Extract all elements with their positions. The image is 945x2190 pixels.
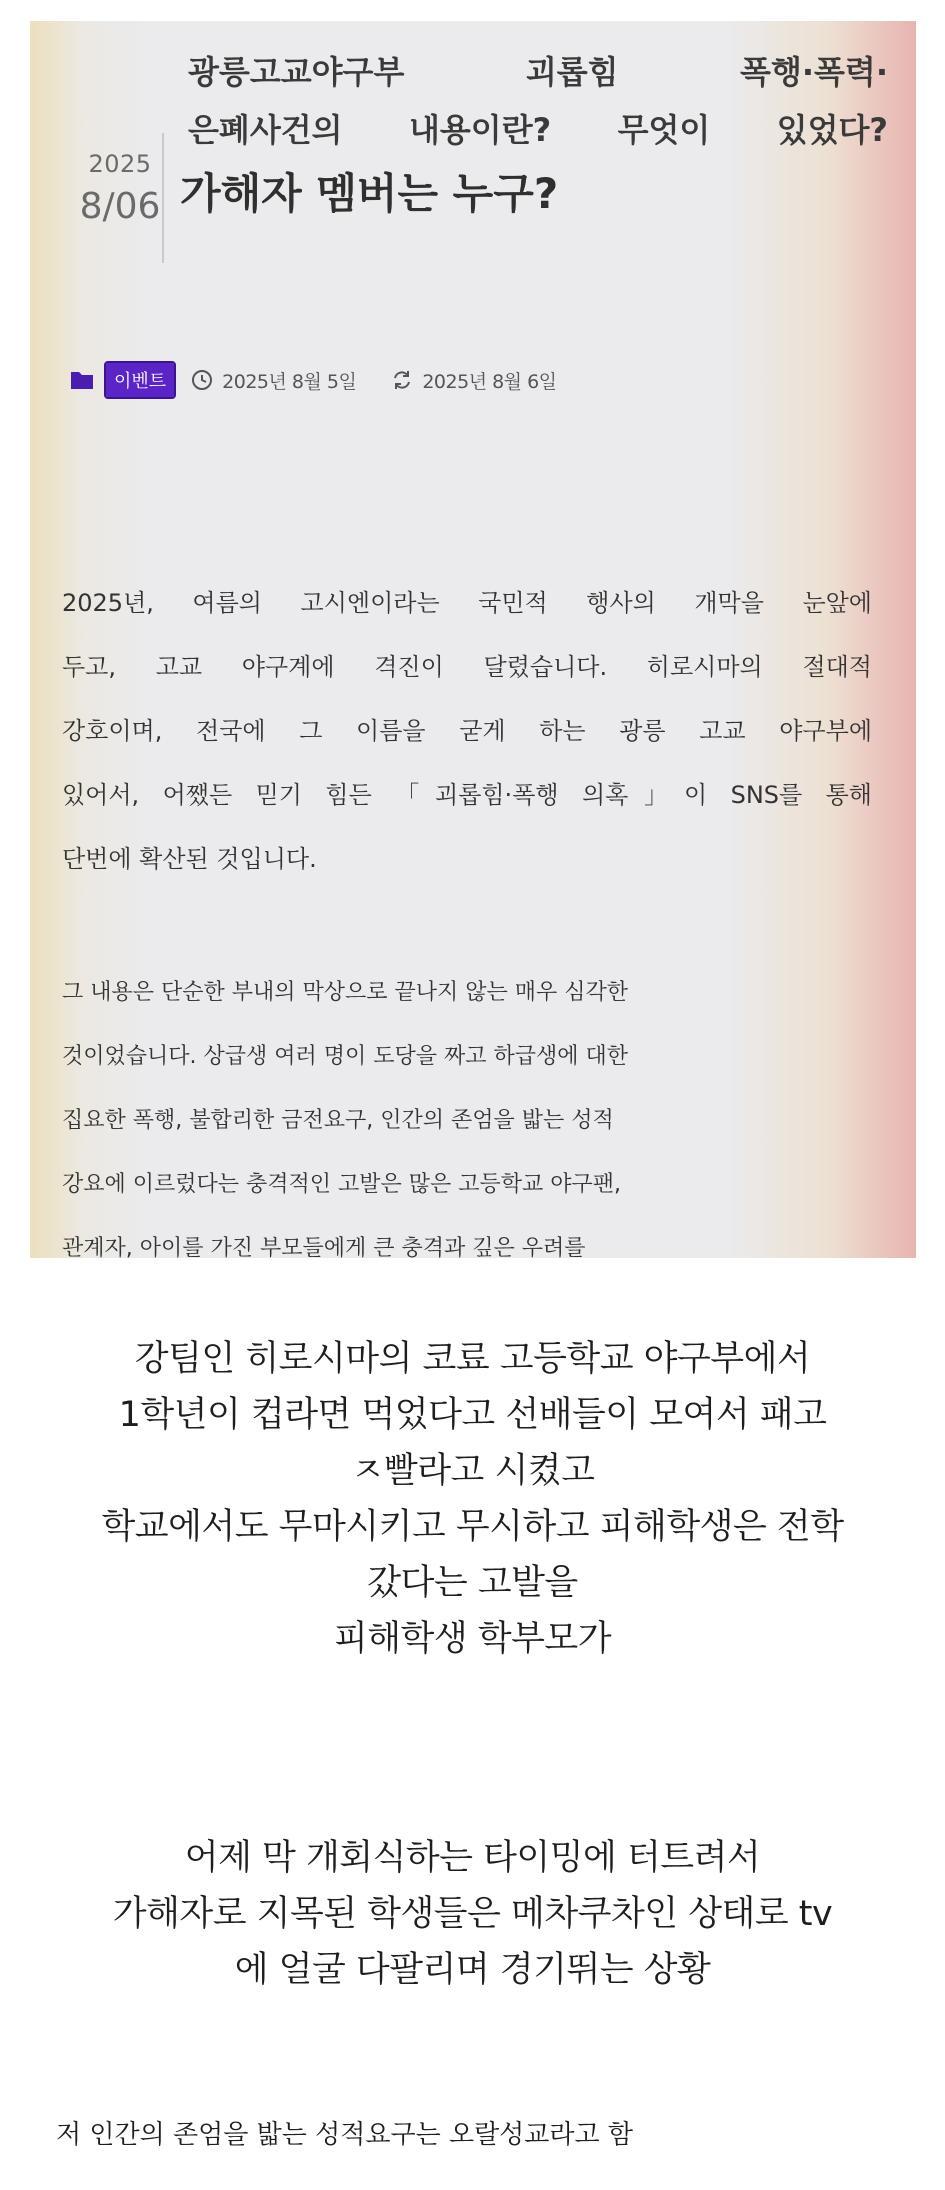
- paragraph-line: 그 내용은 단순한 부내의 막상으로 끝나지 않는 매우 심각한: [62, 980, 628, 1005]
- paragraph-line: 단번에 확산된 것입니다.: [62, 845, 317, 873]
- clock-icon: [190, 368, 214, 392]
- commentary-line: 어제 막 개회식하는 타이밍에 터트려서: [184, 1838, 761, 1878]
- folder-icon: [68, 366, 96, 394]
- commentary-line: 피해학생 학부모가: [333, 1619, 612, 1659]
- date-divider: [162, 133, 164, 263]
- paragraph-line: 집요한 폭행, 불합리한 금전요구, 인간의 존엄을 밟는 성적: [62, 1108, 614, 1133]
- post-date-day: 8/06: [79, 186, 161, 227]
- paragraph-line: 관계자, 아이를 가진 부모들에게 큰 충격과 깊은 우려를: [62, 1236, 586, 1258]
- post-date-year: 2025: [88, 150, 152, 178]
- paragraph-line: 강호이며, 전국에 그 이름을 굳게 하는 광릉 고교 야구부에: [62, 717, 872, 745]
- article-paragraph-2: [62, 961, 762, 1258]
- updated-date: 2025년 8월 6일: [422, 370, 557, 393]
- paragraph-line: 강요에 이르렀다는 충격적인 고발은 많은 고등학교 야구팬,: [62, 1172, 622, 1197]
- commentary-line: 가해자로 지목된 학생들은 메차쿠차인 상태로 tv: [112, 1894, 833, 1934]
- commentary-line: ㅈ빨라고 시켰고: [350, 1451, 595, 1491]
- article-paragraph-1: [62, 571, 872, 891]
- commentary-line: 학교에서도 무마시키고 무시하고 피해학생은 전학: [101, 1507, 844, 1547]
- article-meta: [68, 363, 591, 397]
- refresh-icon: [390, 368, 414, 392]
- commentary-line: 1학년이 컵라면 먹었다고 선배들이 모여서 패고: [118, 1395, 827, 1435]
- commentary-block-2: [0, 1830, 945, 1998]
- article-title-line: 가해자 멤버는 누구?: [180, 169, 559, 218]
- article-title-line: 광릉고교야구부 괴롭힘 폭행·폭력·: [188, 53, 888, 91]
- category-badge[interactable]: 이벤트: [106, 363, 174, 397]
- commentary-block-1: [0, 1331, 945, 1667]
- article-title-line: 은폐사건의 내용이란? 무엇이 있었다?: [188, 111, 888, 149]
- paragraph-line: 두고, 고교 야구계에 격진이 달렸습니다. 히로시마의 절대적: [62, 653, 872, 681]
- commentary-line: 강팀인 히로시마의 코료 고등학교 야구부에서: [134, 1339, 811, 1379]
- article-title: [188, 43, 888, 159]
- paragraph-line: 있어서, 어쨌든 믿기 힘든 「괴롭힘·폭행 의혹」이 SNS를 통해: [62, 781, 872, 809]
- commentary-footnote: 저 인간의 존엄을 밟는 성적요구는 오랄성교라고 함: [56, 2120, 634, 2150]
- published-date: 2025년 8월 5일: [222, 370, 357, 393]
- commentary-line: 갔다는 고발을: [367, 1563, 578, 1603]
- paragraph-line: 2025년, 여름의 고시엔이라는 국민적 행사의 개막을 눈앞에: [62, 589, 872, 617]
- commentary-line: 에 얼굴 다팔리며 경기뛰는 상황: [234, 1950, 711, 1990]
- paragraph-line: 것이었습니다. 상급생 여러 명이 도당을 짜고 하급생에 대한: [62, 1044, 628, 1069]
- article-screenshot: [30, 21, 916, 1258]
